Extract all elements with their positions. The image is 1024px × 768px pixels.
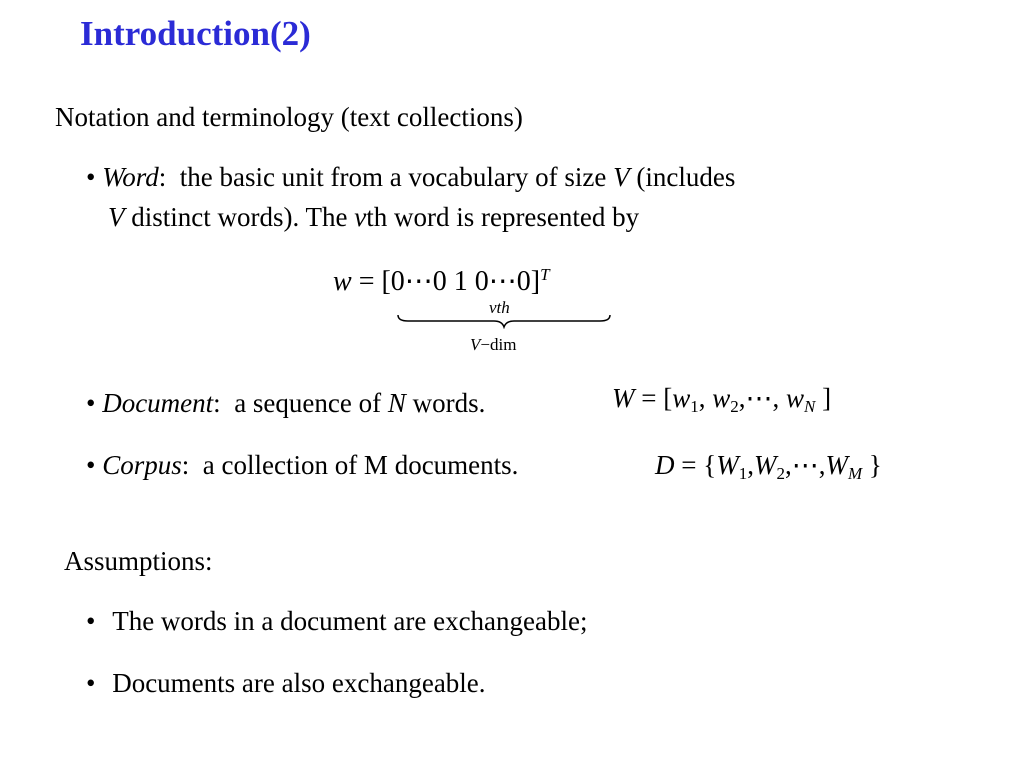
word-line2-text: distinct words). The [124,202,355,232]
corpus-definition: a collection of M documents. [189,450,519,480]
doc-close-bracket: ] [815,383,832,413]
doc-comma: , [738,383,746,413]
dim-text: −dim [480,335,517,354]
doc-W: W [612,383,635,413]
corpus-dots: ⋯ [791,450,819,480]
bullet-marker: • [86,162,96,192]
corpus-sub1: 1 [738,464,748,484]
document-formula [612,385,831,415]
corpus-comma: , [747,450,754,480]
document-definition: a sequence of [220,388,388,418]
distinct-var: V [108,202,125,232]
vocab-size-var: V [613,162,630,192]
corpus-eq: = [674,450,704,480]
corpus-comma: , [818,450,826,480]
word-definition-end: (includes [629,162,736,192]
doc-w1: w [672,383,691,413]
doc-eq: = [634,383,664,413]
notation-heading: Notation and terminology (text collections) [55,102,523,132]
vth-var: v [354,202,367,232]
doc-sub1: 1 [690,397,699,417]
word-bullet-line2 [108,204,639,231]
corpus-term: Corpus [102,450,182,480]
corpus-WM: W [825,450,848,480]
one-hot-formula [333,266,550,296]
doc-open-bracket: [ [663,383,673,413]
document-colon: : [213,388,221,418]
corpus-W2: W [753,450,777,480]
corpus-sub2: 2 [776,464,785,484]
dimension-label [470,335,516,355]
corpus-comma: , [784,450,792,480]
bullet-marker: • [86,606,96,636]
word-count-var: N [387,388,406,418]
word-bullet-line1 [86,164,735,191]
corpus-D: D [655,450,675,480]
doc-w2: w [712,383,731,413]
transpose-mark: T [540,265,550,284]
document-bullet [86,390,485,417]
vth-position-label: vth [489,298,510,317]
doc-dots: ⋯ [745,383,773,413]
bullet-marker: • [86,450,96,480]
doc-sub2: 2 [730,397,739,417]
assumption-text: Documents are also exchangeable. [112,668,486,698]
corpus-formula [655,452,882,482]
word-line2-end: th word is represented by [366,202,640,232]
assumption-item [86,608,588,635]
word-term: Word [102,162,159,192]
doc-wN: w [786,383,805,413]
document-term: Document [102,388,214,418]
corpus-bullet [86,452,518,479]
underbrace [396,313,612,329]
assumptions-heading: Assumptions: [64,546,213,576]
word-definition: the basic unit from a vocabulary of size [166,162,614,192]
doc-comma: , [772,383,780,413]
doc-subN: N [804,397,816,417]
one-hot-vector: [0⋯0 1 0⋯0] [381,266,541,298]
slide-title: Introduction(2) [80,14,311,53]
corpus-open-brace: { [703,450,717,480]
corpus-colon: : [181,450,190,480]
dim-var: V [470,335,481,354]
corpus-subM: M [847,464,863,484]
assumption-item [86,670,486,697]
doc-comma: , [698,383,706,413]
bullet-marker: • [86,668,96,698]
formula-w: w [333,266,352,298]
corpus-close-brace: } [862,450,882,480]
word-colon: : [158,162,167,192]
document-definition-end: words. [405,388,486,418]
corpus-W1: W [716,450,739,480]
formula-equals: = [358,266,375,298]
assumption-text: The words in a document are exchangeable; [112,606,588,636]
bullet-marker: • [86,388,96,418]
